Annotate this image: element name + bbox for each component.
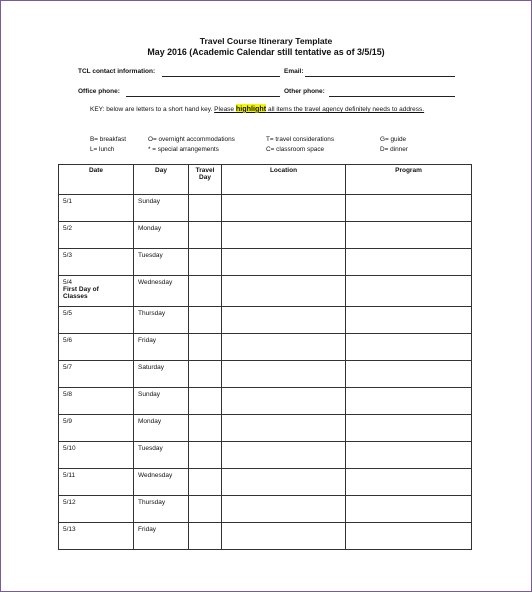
day-cell[interactable]	[134, 388, 189, 415]
office-phone-field[interactable]	[126, 96, 280, 97]
location-cell[interactable]	[222, 469, 346, 496]
travel-day-cell[interactable]	[189, 469, 222, 496]
date-cell[interactable]	[59, 523, 134, 550]
date-value: 5/7	[63, 364, 73, 371]
date-value: 5/6	[63, 337, 73, 344]
travel-day-cell[interactable]	[189, 496, 222, 523]
header-location: Location	[222, 165, 346, 195]
location-cell[interactable]	[222, 496, 346, 523]
location-cell[interactable]	[222, 361, 346, 388]
travel-day-cell[interactable]	[189, 523, 222, 550]
itinerary-table	[58, 164, 472, 550]
day-value: Friday	[138, 526, 157, 533]
legend-lunch: L= lunch	[90, 146, 115, 153]
location-cell[interactable]	[222, 249, 346, 276]
day-value: Monday	[138, 225, 162, 232]
tcl-contact-label: TCL contact information:	[78, 68, 156, 75]
table-row	[59, 442, 472, 469]
document-subtitle: May 2016 (Academic Calendar still tentative as of 3/5/15)	[147, 47, 385, 57]
day-value: Sunday	[138, 391, 161, 398]
location-cell[interactable]	[222, 415, 346, 442]
location-cell[interactable]	[222, 195, 346, 222]
document-title: Travel Course Itinerary Template	[199, 36, 333, 46]
location-cell[interactable]	[222, 442, 346, 469]
date-cell[interactable]	[59, 469, 134, 496]
day-cell[interactable]	[134, 496, 189, 523]
date-value: 5/3	[63, 252, 73, 259]
travel-day-cell[interactable]	[189, 361, 222, 388]
program-cell[interactable]	[346, 361, 472, 388]
date-cell[interactable]	[59, 195, 134, 222]
day-value: Tuesday	[138, 445, 163, 452]
day-cell[interactable]	[134, 469, 189, 496]
date-value: 5/5	[63, 310, 73, 317]
legend-overnight: O= overnight accommodations	[148, 136, 235, 143]
day-value: Friday	[138, 337, 157, 344]
program-cell[interactable]	[346, 307, 472, 334]
date-value: 5/11	[63, 472, 76, 479]
table-header-row	[59, 165, 472, 195]
program-cell[interactable]	[346, 222, 472, 249]
date-note: First Day of Classes	[63, 286, 99, 300]
key-text: KEY: below are letters to a short hand key.	[90, 106, 215, 113]
date-value: 5/9	[63, 418, 73, 425]
location-cell[interactable]	[222, 307, 346, 334]
table-row	[59, 334, 472, 361]
table-row	[59, 307, 472, 334]
table-row	[59, 361, 472, 388]
table-row	[59, 469, 472, 496]
office-phone-label: Office phone:	[78, 88, 120, 95]
day-cell[interactable]	[134, 307, 189, 334]
date-cell[interactable]	[59, 307, 134, 334]
program-cell[interactable]	[346, 523, 472, 550]
travel-day-cell[interactable]	[189, 307, 222, 334]
date-value: 5/12	[63, 499, 76, 506]
key-highlight: highlight	[235, 104, 267, 113]
program-cell[interactable]	[346, 195, 472, 222]
day-value: Saturday	[138, 364, 165, 371]
tcl-contact-field[interactable]	[162, 76, 280, 77]
email-field[interactable]	[305, 76, 455, 77]
legend-special: * = special arrangements	[148, 146, 219, 153]
other-phone-field[interactable]	[329, 96, 455, 97]
location-cell[interactable]	[222, 523, 346, 550]
day-value: Tuesday	[138, 252, 163, 259]
legend-guide: G= guide	[380, 136, 407, 143]
location-cell[interactable]	[222, 388, 346, 415]
program-cell[interactable]	[346, 276, 472, 307]
program-cell[interactable]	[346, 442, 472, 469]
travel-day-cell[interactable]	[189, 276, 222, 307]
location-cell[interactable]	[222, 276, 346, 307]
day-cell[interactable]	[134, 276, 189, 307]
table-row	[59, 249, 472, 276]
legend-travel: T= travel considerations	[266, 136, 335, 143]
date-value: 5/4	[63, 279, 73, 286]
other-phone-label: Other phone:	[284, 88, 325, 95]
key-instructions	[90, 104, 470, 115]
day-value: Monday	[138, 418, 162, 425]
travel-day-cell[interactable]	[189, 388, 222, 415]
date-cell[interactable]	[59, 334, 134, 361]
table-row	[59, 222, 472, 249]
header-travel-day: Travel Day	[189, 165, 222, 195]
day-cell[interactable]	[134, 361, 189, 388]
date-value: 5/8	[63, 391, 73, 398]
date-value: 5/2	[63, 225, 73, 232]
key-text-end: all items the travel agency definitely needs to address.	[266, 106, 425, 113]
day-cell[interactable]	[134, 442, 189, 469]
program-cell[interactable]	[346, 415, 472, 442]
day-cell[interactable]	[134, 195, 189, 222]
date-cell[interactable]	[59, 361, 134, 388]
date-cell[interactable]	[59, 276, 134, 307]
date-cell[interactable]	[59, 415, 134, 442]
legend-breakfast: B= breakfast	[90, 136, 127, 143]
program-cell[interactable]	[346, 388, 472, 415]
table-row	[59, 388, 472, 415]
date-cell[interactable]	[59, 388, 134, 415]
travel-day-cell[interactable]	[189, 334, 222, 361]
day-cell[interactable]	[134, 415, 189, 442]
location-cell[interactable]	[222, 222, 346, 249]
travel-day-cell[interactable]	[189, 415, 222, 442]
header-program: Program	[346, 165, 472, 195]
table-row	[59, 523, 472, 550]
travel-day-cell[interactable]	[189, 222, 222, 249]
date-value: 5/13	[63, 526, 76, 533]
travel-day-cell[interactable]	[189, 195, 222, 222]
table-row	[59, 415, 472, 442]
day-cell[interactable]	[134, 222, 189, 249]
day-value: Thursday	[138, 499, 166, 506]
key-please: Please	[214, 106, 236, 113]
program-cell[interactable]	[346, 496, 472, 523]
date-value: 5/1	[63, 198, 73, 205]
day-value: Wednesday	[138, 279, 173, 286]
day-value: Thursday	[138, 310, 166, 317]
location-cell[interactable]	[222, 334, 346, 361]
table-row	[59, 276, 472, 307]
travel-day-cell[interactable]	[189, 442, 222, 469]
legend-classroom: C= classroom space	[266, 146, 325, 153]
day-cell[interactable]	[134, 334, 189, 361]
table-row	[59, 496, 472, 523]
header-date: Date	[59, 165, 134, 195]
travel-day-cell[interactable]	[189, 249, 222, 276]
email-label: Email:	[284, 68, 304, 75]
header-day: Day	[134, 165, 189, 195]
date-cell[interactable]	[59, 249, 134, 276]
day-value: Wednesday	[138, 472, 173, 479]
date-cell[interactable]	[59, 442, 134, 469]
program-cell[interactable]	[346, 334, 472, 361]
date-cell[interactable]	[59, 496, 134, 523]
legend-dinner: D= dinner	[380, 146, 408, 153]
date-value: 5/10	[63, 445, 76, 452]
program-cell[interactable]	[346, 469, 472, 496]
day-value: Sunday	[138, 198, 161, 205]
table-row	[59, 195, 472, 222]
day-cell[interactable]	[134, 523, 189, 550]
date-cell[interactable]	[59, 222, 134, 249]
program-cell[interactable]	[346, 249, 472, 276]
day-cell[interactable]	[134, 249, 189, 276]
